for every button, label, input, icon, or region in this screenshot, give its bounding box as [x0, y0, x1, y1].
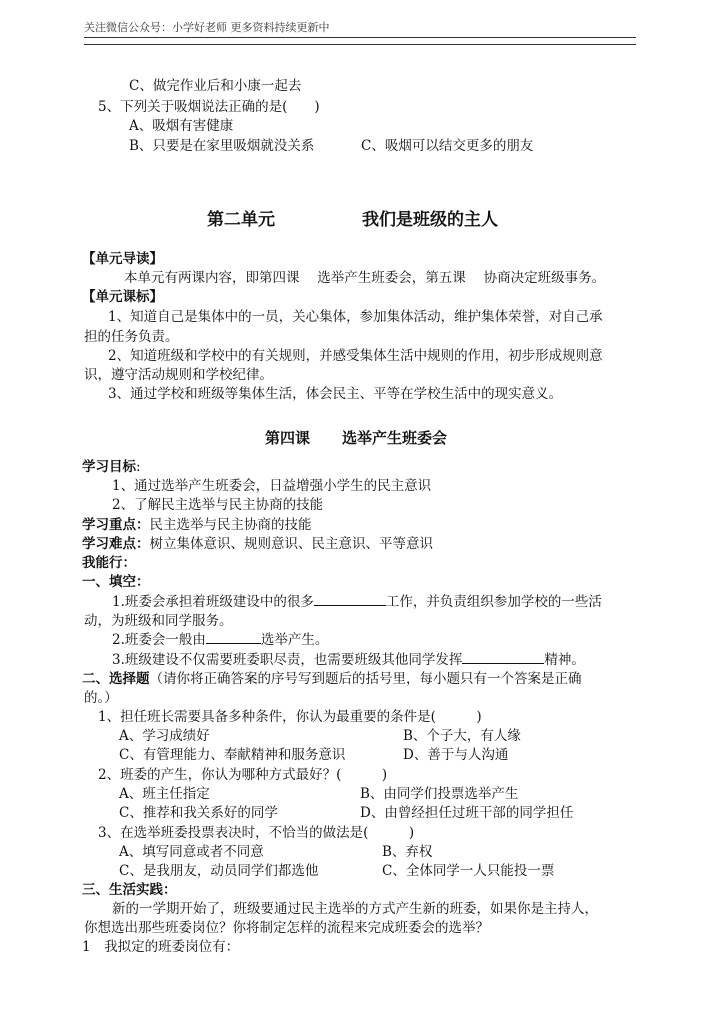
q2-option-b: B、由同学们投票选举产生 [360, 786, 519, 802]
prev-q5-option-b: B、只要是在家里吸烟就没关系 [129, 138, 315, 154]
learning-goal-1: 1、通过选举产生班委会，日益增强小学生的民主意识 [112, 478, 432, 494]
can-do-heading: 我能行： [82, 555, 136, 571]
difficulty-line [82, 532, 433, 552]
prev-q5-option-c: C、吸烟可以结交更多的朋友 [361, 138, 534, 154]
standard-2-line-2: 识，遵守活动规则和学校纪律。 [84, 367, 273, 383]
practice-item-1: 1 我拟定的班委岗位有： [82, 939, 240, 955]
q2-option-c: C、推荐和我关系好的同学 [119, 805, 278, 821]
fill-q2-after: 选举产生。 [260, 632, 329, 648]
choice-heading-line [82, 667, 582, 687]
choice-question-1: 1、担任班长需要具备多种条件，你认为最重要的条件是( ) [98, 709, 482, 725]
fill-question-1 [112, 590, 602, 610]
difficulty-text: 树立集体意识、规则意识、民主意识、平等意识 [149, 536, 433, 552]
q2-option-a: A、班主任指定 [119, 786, 210, 802]
lesson-title: 选举产生班委会 [342, 429, 448, 447]
learning-goal-2: 2、了解民主选举与民主协商的技能 [112, 497, 324, 513]
unit-label: 第二单元 [207, 210, 275, 230]
fill-q3-after: 精神。 [544, 652, 585, 668]
q3-option-d: C、全体同学一人只能投一票 [382, 863, 555, 879]
standard-2-line-1: 2、知道班级和学校中的有关规则，并感受集体生活中规则的作用，初步形成规则意 [108, 348, 603, 364]
fill-q1-blank[interactable] [314, 593, 386, 606]
header-rule-bottom [84, 44, 636, 45]
difficulty-label: 学习难点： [82, 536, 150, 552]
unit-standards-heading: 【单元课标】 [82, 289, 163, 305]
fill-question-2 [112, 628, 328, 648]
learning-goals-colon: : [136, 459, 141, 475]
prev-question-5: 5、下列关于吸烟说法正确的是( ) [98, 99, 320, 115]
choice-question-2: 2、班委的产生，你认为哪种方式最好？( ) [98, 767, 388, 783]
fill-q1-line-2: 动，为班级和同学服务。 [84, 613, 233, 629]
q3-option-b: B、弃权 [382, 844, 433, 860]
fill-q2-blank[interactable] [206, 631, 261, 644]
choice-heading: 二、选择题 [82, 671, 150, 687]
key-point-label: 学习重点： [82, 517, 150, 533]
fill-heading: 一、填空： [82, 574, 150, 590]
fill-q3-blank[interactable] [462, 651, 544, 664]
lesson-label: 第四课 [265, 429, 311, 447]
q3-option-a: A、填写同意或者不同意 [119, 844, 264, 860]
choice-question-3: 3、在选举班委投票表决时，不恰当的做法是( ) [98, 825, 415, 841]
q1-option-a: A、学习成绩好 [119, 728, 210, 744]
standard-1-line-1: 1、知道自己是集体中的一员，关心集体，参加集体活动，维护集体荣誉，对自己承 [108, 309, 603, 325]
choice-note-line-1: （请你将正确答案的序号写到题后的括号里，每小题只有一个答案是正确 [149, 671, 582, 687]
key-point-line [82, 513, 312, 533]
q3-option-c: C、是我朋友，动员同学们都选他 [119, 863, 319, 879]
practice-text-line-1: 新的一学期开始了，班级要通过民主选举的方式产生新的班委，如果你是主持人， [112, 901, 598, 917]
standard-3: 3、通过学校和班级等集体生活，体会民主、平等在学校生活中的现实意义。 [108, 386, 563, 402]
key-point-text: 民主选举与民主协商的技能 [149, 517, 312, 533]
unit-title: 我们是班级的主人 [362, 210, 498, 230]
choice-note-line-2: 的。） [84, 690, 118, 706]
q1-option-b: B、个子大，有人缘 [403, 728, 521, 744]
practice-heading: 三、生活实践： [82, 882, 177, 898]
q1-option-c: C、有管理能力、奉献精神和服务意识 [119, 747, 346, 763]
fill-q1-before: 1.班委会承担着班级建设中的很多 [112, 594, 314, 610]
fill-q3-before: 3.班级建设不仅需要班委职尽责，也需要班级其他同学发挥 [112, 652, 463, 668]
header-rule-top [84, 37, 636, 38]
page-header-text: 关注微信公众号：小学好老师 更多资料持续更新中 [84, 21, 330, 34]
learning-goals-label: 学习目标 [82, 459, 136, 475]
practice-text-line-2: 你想选出那些班委岗位？你将制定怎样的流程来完成班委会的选举？ [84, 920, 489, 936]
q1-option-d: D、善于与人沟通 [403, 747, 509, 763]
fill-q1-after: 工作，并负责组织参加学校的一些活 [385, 594, 602, 610]
fill-question-3 [112, 648, 585, 668]
standard-1-line-2: 担的任务负责。 [84, 329, 179, 345]
prev-q5-option-a: A、吸烟有害健康 [129, 118, 234, 134]
fill-q2-before: 2.班委会一般由 [112, 632, 206, 648]
unit-guide-text: 本单元有两课内容，即第四课 选举产生班委会，第五课 协商决定班级事务。 [124, 270, 606, 286]
q2-option-d: D、由曾经担任过班干部的同学担任 [360, 805, 574, 821]
learning-goals-heading [82, 455, 141, 475]
prev-option-c: C、做完作业后和小康一起去 [129, 78, 302, 94]
unit-guide-heading: 【单元导读】 [82, 251, 163, 267]
